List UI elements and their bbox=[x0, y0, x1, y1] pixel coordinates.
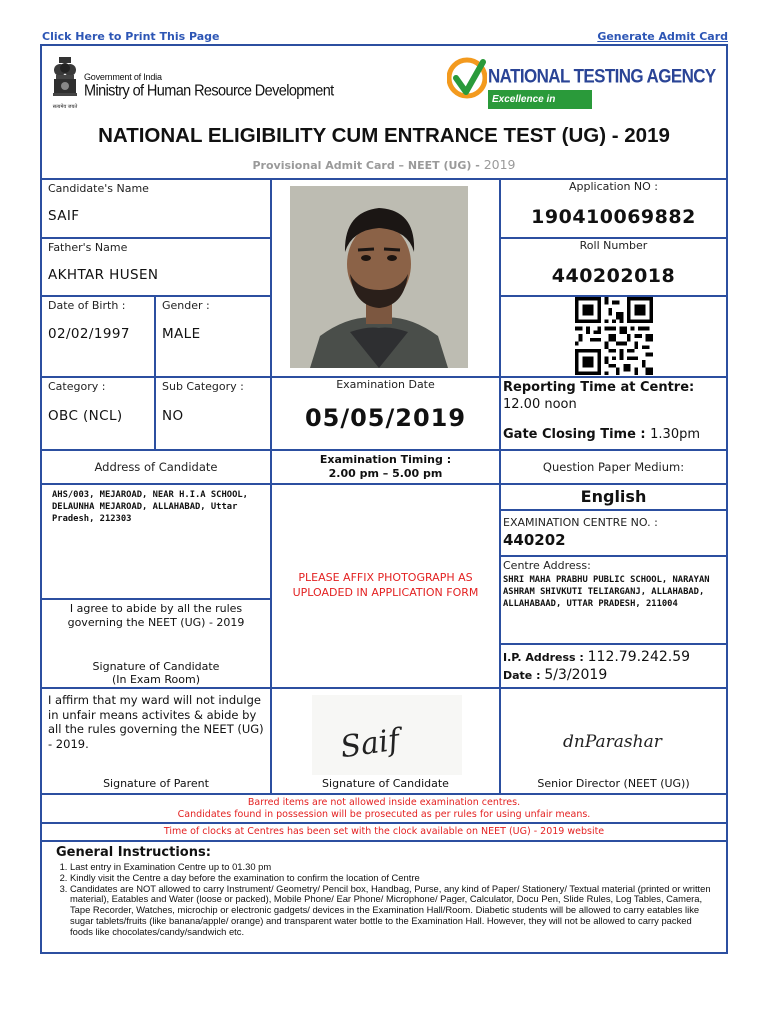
sig-candidate-label: Signature of Candidate bbox=[322, 777, 449, 790]
photo-affix-cell bbox=[272, 485, 501, 689]
subcategory-value: NO bbox=[162, 408, 184, 424]
centre-address-label: Centre Address: bbox=[503, 559, 591, 572]
generate-admit-card-link[interactable]: Generate Admit Card bbox=[597, 30, 728, 43]
reporting-time-label: Reporting Time at Centre: bbox=[503, 380, 695, 395]
exam-date-value: 05/05/2019 bbox=[304, 404, 467, 432]
sig-director-label: Senior Director (NEET (UG)) bbox=[537, 777, 690, 790]
centre-no-cell bbox=[501, 511, 728, 557]
gate-closing-value: 1.30pm bbox=[650, 427, 701, 442]
ip-date-cell bbox=[501, 645, 728, 689]
nta-logo-icon bbox=[447, 52, 487, 112]
candidate-photo-image bbox=[290, 186, 468, 368]
roll-number-value: 440202018 bbox=[551, 265, 676, 287]
issue-date-label: Date : bbox=[503, 669, 545, 682]
instruction-item: 3. Candidates are NOT allowed to carry Instrument/ Geometry/ Pencil box, Handbag, Purse, any kind of Paper/ Stationery/ Textual material (printed or written material), Eatables and Water (loose or packed), Mobile Phone/ Ear Phone/ Microphone/ Pager, Calculator, Docu Pen, Slide Rules, Log Tables, Camera, Tape Recorder, Watches, microchip or electronic gadgets/ devices in the Examination Hall/Room. Diabetic students will be allowed to carry eatables like sugar tablets/fruits (like banana/apple/ orange) and transparent water bottle to the Examination Hall. However, they will not be allowed to carry packed foods like chocolates/candy/sandwich etc. bbox=[70, 884, 714, 938]
national-emblem-icon bbox=[50, 54, 80, 112]
candidate-signature-cell bbox=[272, 689, 501, 795]
instructions-heading: General Instructions: bbox=[56, 845, 211, 860]
nta-tagline-text: Excellence in Assessment bbox=[488, 90, 592, 109]
subtitle-text: Provisional Admit Card – NEET (UG) - bbox=[252, 159, 484, 172]
candidate-signature-text: Saif bbox=[338, 722, 402, 766]
barred-line-1: Barred items are not allowed inside examination centres. bbox=[247, 797, 521, 808]
address-label-cell bbox=[42, 451, 272, 485]
category-value: OBC (NCL) bbox=[48, 408, 123, 424]
exam-date-label: Examination Date bbox=[336, 378, 435, 391]
application-no-cell bbox=[501, 180, 728, 239]
medium-label: Question Paper Medium: bbox=[542, 460, 685, 474]
gender-cell bbox=[156, 297, 272, 378]
qr-code-icon bbox=[573, 297, 655, 375]
exam-date-cell bbox=[272, 378, 501, 451]
page-title: NATIONAL ELIGIBILITY CUM ENTRANCE TEST (UG) - 2019 bbox=[98, 124, 670, 147]
father-name-cell bbox=[42, 239, 272, 297]
roll-number-cell bbox=[501, 239, 728, 297]
issue-date-text bbox=[503, 667, 607, 683]
instruction-item: 2. Kindly visit the Centre a day before the examination to confirm the location of Centre bbox=[70, 873, 714, 884]
emblem-caption: सत्यमेव जयते bbox=[52, 104, 78, 110]
ip-address-label: I.P. Address : bbox=[503, 651, 588, 664]
general-instructions bbox=[42, 842, 726, 952]
clock-notice-text: Time of clocks at Centres has been set with the clock available on NEET (UG) - 2019 website bbox=[163, 826, 605, 837]
qr-cell bbox=[501, 297, 728, 378]
subtitle-year: 2019 bbox=[483, 157, 516, 172]
ministry-logo-text bbox=[84, 72, 334, 100]
gender-label: Gender : bbox=[162, 299, 210, 312]
parent-affirm-text: I affirm that my ward will not indulge in unfair means activites & abide by all the rules governing the NEET (UG) - 2019. bbox=[48, 693, 264, 751]
dob-cell bbox=[42, 297, 156, 378]
instruction-item: 1. Last entry in Examination Centre up to 01.30 pm bbox=[70, 862, 714, 873]
medium-value-cell bbox=[501, 485, 728, 511]
dob-label: Date of Birth : bbox=[48, 299, 126, 312]
application-no-label: Application NO : bbox=[568, 180, 659, 193]
exam-timing-value: 2.00 pm – 5.00 pm bbox=[328, 467, 443, 480]
clock-notice bbox=[42, 824, 728, 842]
candidate-name-label: Candidate's Name bbox=[48, 182, 149, 195]
roll-number-label: Roll Number bbox=[579, 239, 648, 252]
centre-address-cell bbox=[501, 557, 728, 645]
director-signature-text: dnParashar bbox=[563, 732, 662, 752]
gate-closing-label: Gate Closing Time : bbox=[503, 427, 651, 442]
medium-value: English bbox=[580, 487, 647, 506]
director-signature-cell bbox=[501, 689, 728, 795]
candidate-undertaking-cell bbox=[42, 600, 272, 689]
dob-value: 02/02/1997 bbox=[48, 326, 130, 342]
photo-affix-text: PLEASE AFFIX PHOTOGRAPH AS UPLOADED IN APPLICATION FORM bbox=[292, 571, 479, 599]
exam-timing-cell bbox=[272, 451, 501, 485]
candidate-name-value: SAIF bbox=[48, 208, 80, 224]
gate-closing-text bbox=[503, 427, 700, 442]
ministry-name-text: Ministry of Human Resource Development bbox=[84, 82, 334, 100]
director-signature-image bbox=[541, 719, 691, 759]
centre-no-value: 440202 bbox=[503, 531, 566, 549]
instructions-list bbox=[44, 862, 714, 938]
ip-address-value: 112.79.242.59 bbox=[587, 649, 691, 665]
barred-line-2: Candidates found in possession will be prosecuted as per rules for using unfair means. bbox=[177, 809, 591, 820]
print-page-link[interactable]: Click Here to Print This Page bbox=[42, 30, 220, 43]
medium-label-cell bbox=[501, 451, 728, 485]
candidate-name-cell bbox=[42, 180, 272, 239]
father-name-label: Father's Name bbox=[48, 241, 128, 254]
parent-undertaking-cell bbox=[42, 689, 272, 795]
top-links bbox=[40, 30, 728, 44]
application-no-value: 190410069882 bbox=[531, 206, 696, 228]
centre-address-value: SHRI MAHA PRABHU PUBLIC SCHOOL, NARAYAN ASHRAM SHIVKUTI TELIARGANJ, ALLAHABAD, ALLAHABAAD, UTTAR PRADESH, 211004 bbox=[503, 575, 710, 609]
address-value-cell bbox=[42, 485, 272, 600]
address-label: Address of Candidate bbox=[94, 460, 218, 474]
admit-card bbox=[40, 44, 728, 954]
issue-date-value: 5/3/2019 bbox=[544, 667, 608, 683]
address-value: AHS/003, MEJAROAD, NEAR H.I.A SCHOOL, DELAUNHA MEJAROAD, ALLAHABAD, Uttar Pradesh, 212303 bbox=[52, 490, 248, 524]
subcategory-label: Sub Category : bbox=[162, 380, 244, 393]
sig-parent-label: Signature of Parent bbox=[103, 777, 209, 790]
sig-candidate-exam-sublabel: (In Exam Room) bbox=[111, 673, 201, 686]
admit-card-header bbox=[42, 46, 726, 180]
ip-address-text bbox=[503, 649, 690, 665]
photo-cell bbox=[272, 180, 501, 378]
agree-rules-text: I agree to abide by all the rules governing the NEET (UG) - 2019 bbox=[67, 602, 245, 629]
subcategory-cell bbox=[156, 378, 272, 451]
category-label: Category : bbox=[48, 380, 106, 393]
candidate-signature-image bbox=[312, 695, 462, 775]
candidate-photo bbox=[290, 186, 468, 368]
sig-candidate-exam-label: Signature of Candidate bbox=[92, 660, 220, 673]
page-subtitle bbox=[42, 157, 726, 172]
reporting-time-value: 12.00 noon bbox=[503, 397, 577, 412]
reporting-time-cell bbox=[501, 378, 728, 451]
centre-no-label: EXAMINATION CENTRE NO. : bbox=[503, 516, 658, 529]
barred-items-notice bbox=[42, 795, 728, 824]
exam-timing-label: Examination Timing : bbox=[319, 453, 452, 466]
gov-of-india-text: Government of India bbox=[84, 72, 162, 82]
nta-name-text: NATIONAL TESTING AGENCY bbox=[488, 65, 716, 87]
category-cell bbox=[42, 378, 156, 451]
father-name-value: AKHTAR HUSEN bbox=[48, 267, 159, 283]
gender-value: MALE bbox=[162, 326, 201, 342]
